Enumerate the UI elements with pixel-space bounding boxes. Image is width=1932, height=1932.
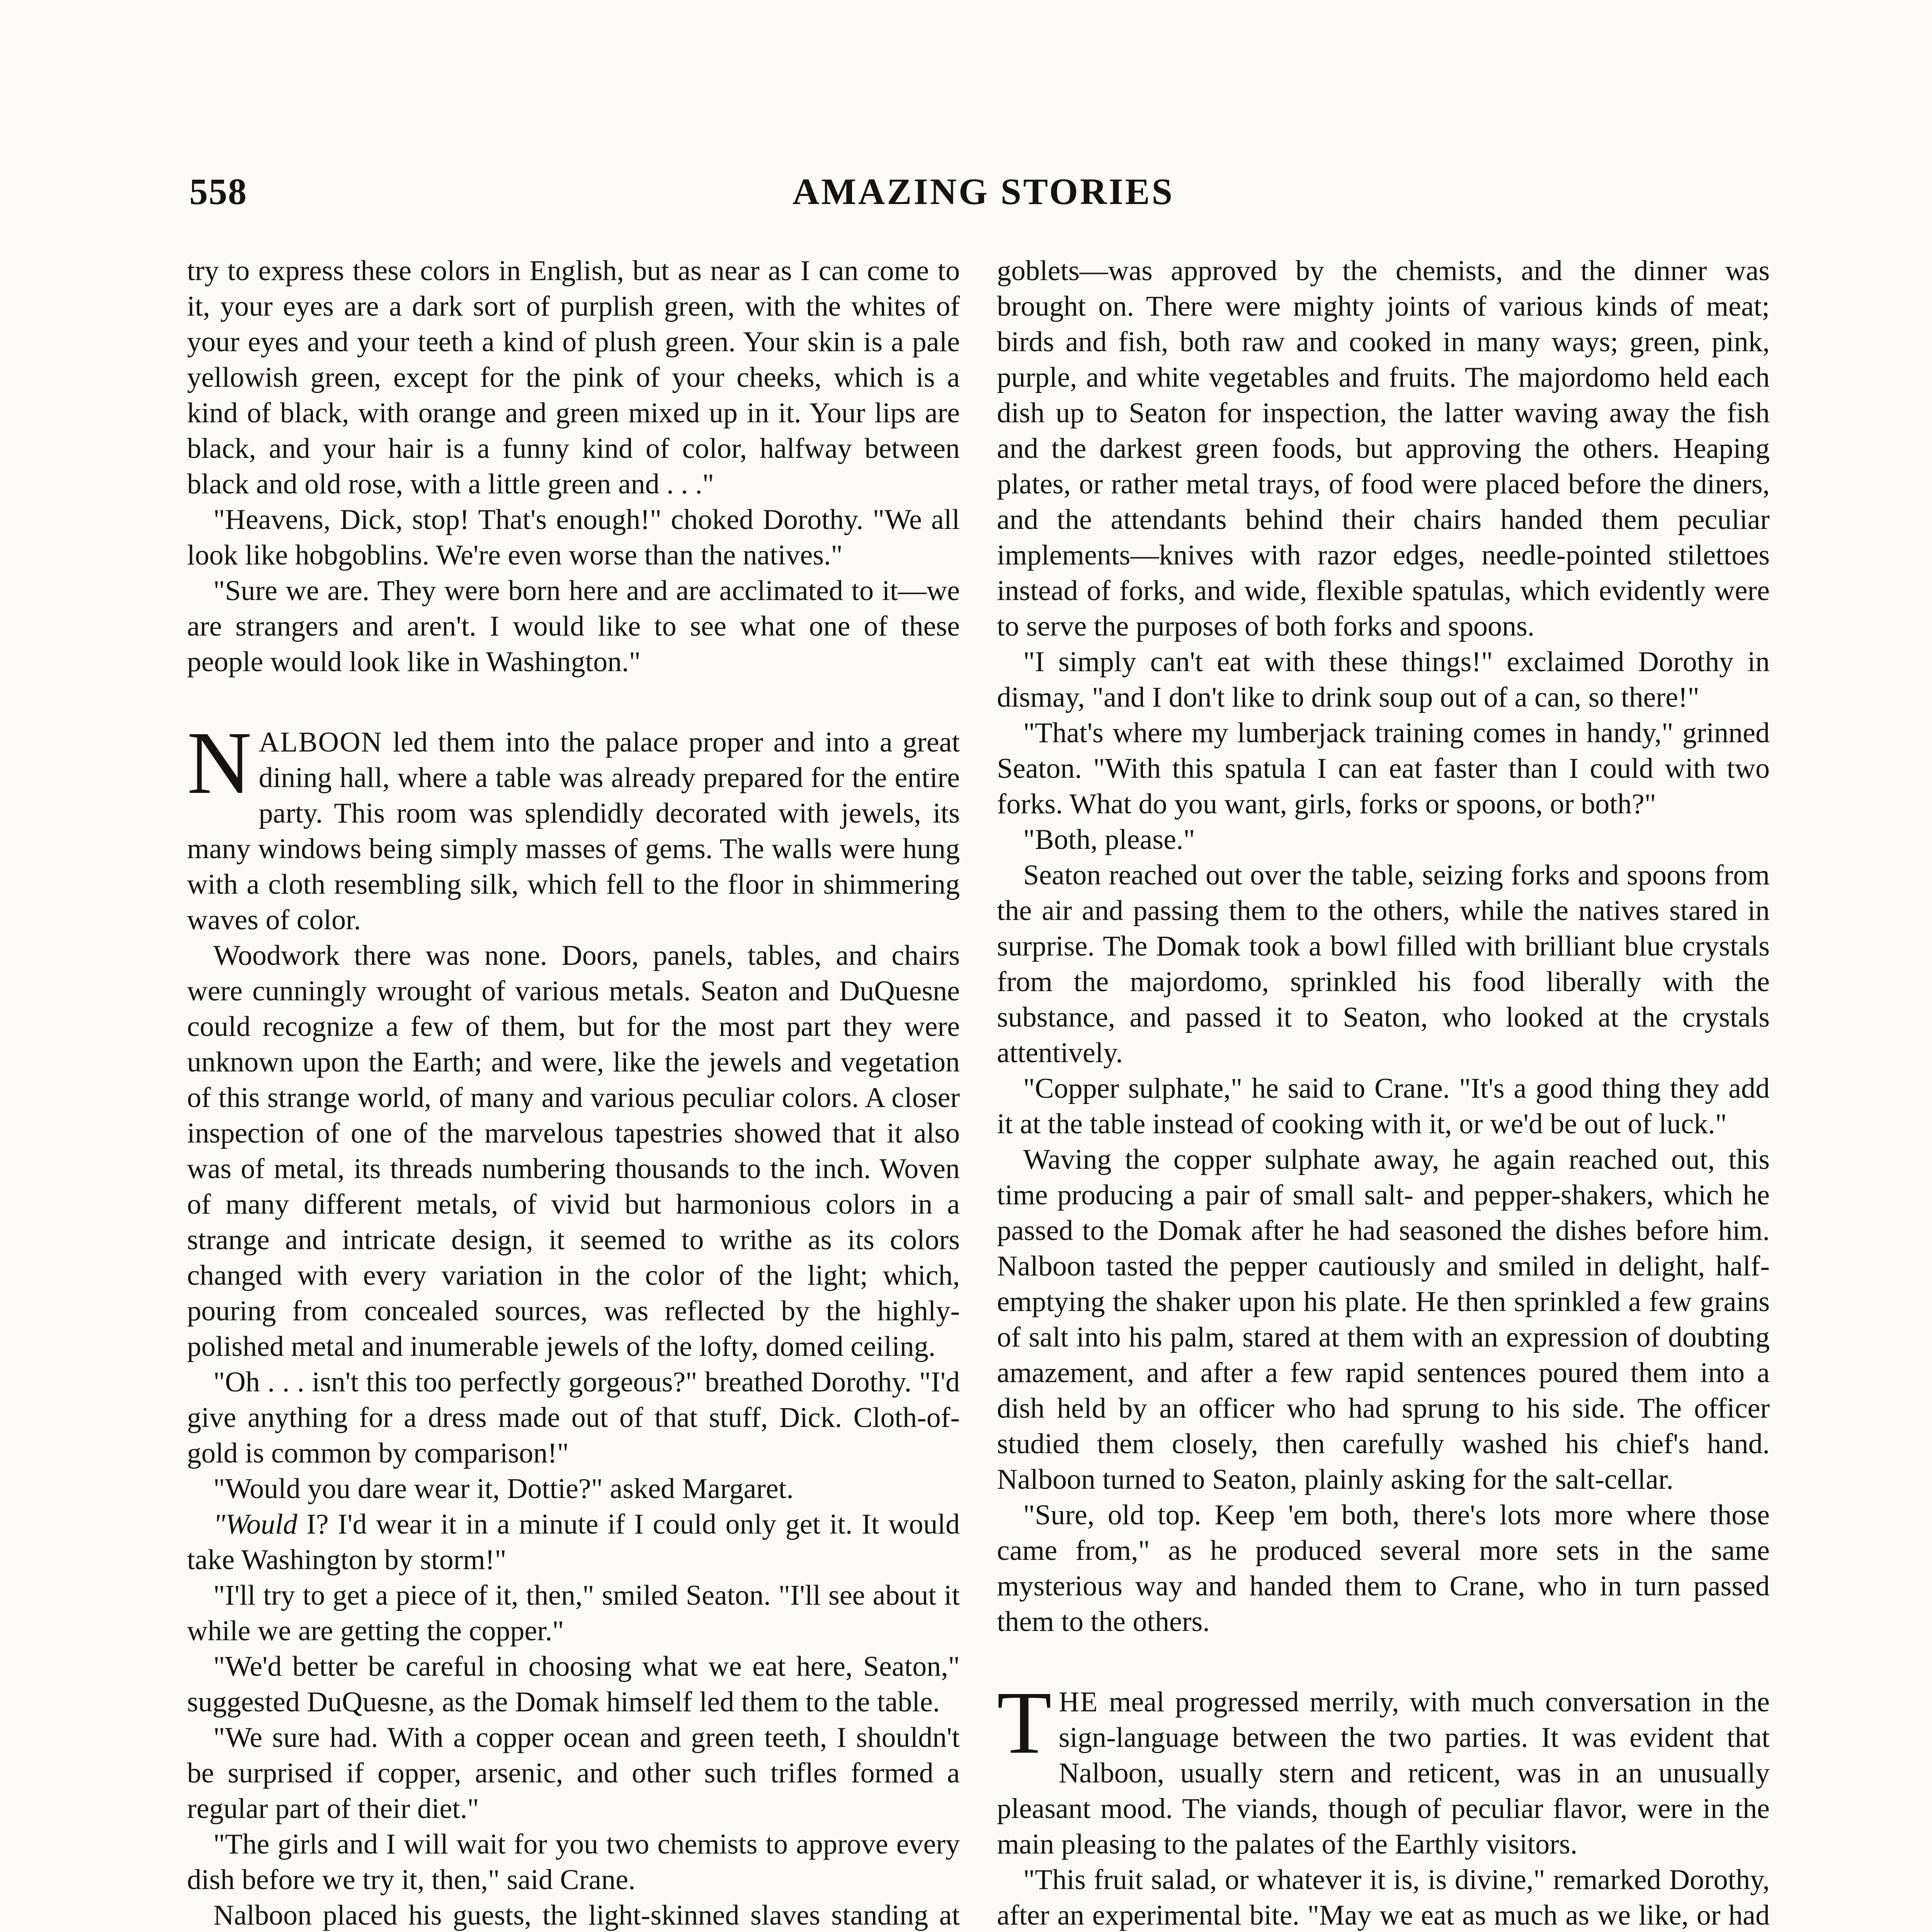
paragraph: "I simply can't eat with these things!" exclaimed Dorothy in dismay, "and I don't like to drink soup out of a can, so there!" xyxy=(997,646,1770,713)
paragraph: "Heavens, Dick, stop! That's enough!" choked Dorothy. "We all look like hobgoblins. We're even worse than the natives." xyxy=(187,504,960,571)
paragraph: "Both, please." xyxy=(1023,824,1195,855)
right-column xyxy=(997,253,1770,1932)
section-start-paragraph: NALBOON led them into the palace proper and into a great dining hall, where a table was already prepared for the entire party. This room was splendidly decorated with jewels, its many windows being simply masses of gems. The walls were hung with a cloth resembling silk, which fell to the floor in shimmering waves of color. xyxy=(187,713,960,936)
paragraph: Waving the copper sulphate away, he again reached out, this time producing a pair of small salt- and pepper-shakers, which he passed to the Domak after he had seasoned the dishes before him. Nalboon tasted the pepper cautiously and smiled in delight, half-emptying the shaker upon his plate. He then sprinkled a few grains of salt into his palm, stared at them with an expression of doubting amazement, and after a few rapid sentences poured them into a dish held by an officer who had sprung to his side. The officer studied them closely, then carefully washed his chief's hand. Nalboon turned to Seaton, plainly asking for the salt-cellar. xyxy=(997,1144,1770,1495)
paragraph: "We'd better be careful in choosing what we eat here, Seaton," suggested DuQuesne, as the Domak himself led them to the table. xyxy=(187,1651,960,1718)
paragraph: "Would you dare wear it, Dottie?" asked Margaret. xyxy=(213,1473,794,1505)
drop-cap: N xyxy=(187,713,252,813)
paragraph: Nalboon placed his guests, the light-skinned slaves standing at xyxy=(213,1900,960,1931)
paragraph: "We sure had. With a copper ocean and green teeth, I shouldn't be surprised if copper, arsenic, and other such trifles formed a regular part of their diet." xyxy=(187,1722,960,1825)
section-start-paragraph: THE meal progressed merrily, with much conversation in the sign-language between the two parties. It was evident that Nalboon, usually stern and reticent, was in an unusually pleasant mood. The viands, though of peculiar flavor, were in the main pleasing to the palates of the Earthly visitors. xyxy=(997,1673,1770,1860)
paragraph: "I'll try to get a piece of it, then," smiled Seaton. "I'll see about it while we are getting the copper." xyxy=(187,1580,960,1647)
paragraph: "Sure, old top. Keep 'em both, there's lots more where those came from," as he produced several more sets in the same mysterious way and handed them to Crane, who in turn passed them to the others. xyxy=(997,1499,1770,1638)
paragraph: "That's where my lumberjack training comes in handy," grinned Seaton. "With this spatula I can eat faster than I could with two forks. What do you want, girls, forks or spoons, or both?" xyxy=(997,717,1770,820)
running-head: AMAZING STORIES xyxy=(792,171,1175,212)
paragraph: "Would I? I'd wear it in a minute if I could only get it. It would take Washington by storm!" xyxy=(187,1509,960,1576)
lead-in: ALBOON xyxy=(259,726,383,758)
lead-in: HE xyxy=(1058,1686,1099,1718)
paragraph: Woodwork there was none. Doors, panels, tables, and chairs were cunningly wrought of various metals. Seaton and DuQuesne could recognize a few of them, but for the most part they were unknown upon the Earth; and were, like the jewels and vegetation of this strange world, of many and various peculiar colors. A closer inspection of one of the marvelous tapestries showed that it also was of metal, its threads numbering thousands to the inch. Woven of many different metals, of vivid but harmonious colors in a strange and intricate design, it seemed to writhe as its colors changed with every variation in the color of the light; which, pouring from concealed sources, was reflected by the highly-polished metal and inumerable jewels of the lofty, domed ceiling. xyxy=(187,940,960,1362)
left-column xyxy=(187,253,960,1932)
paragraph: "This fruit salad, or whatever it is, is divine," remarked Dorothy, after an experimental bite. "May we eat as much as we like, or had xyxy=(997,1864,1770,1931)
paragraph: Seaton reached out over the table, seizing forks and spoons from the air and passing them to the others, while the natives stared in surprise. The Domak took a bowl filled with brilliant blue crystals from the majordomo, sprinkled his food liberally with the substance, and passed it to Seaton, who looked at the crystals attentively. xyxy=(997,859,1770,1069)
paragraph: goblets—was approved by the chemists, and the dinner was brought on. There were mighty joints of various kinds of meat; birds and fish, both raw and cooked in many ways; green, pink, purple, and white vegetables and fruits. The majordomo held each dish up to Seaton for inspection, the latter waving away the fish and the darkest green foods, but approving the others. Heaping plates, or rather metal trays, of food were placed before the diners, and the attendants behind their chairs handed them peculiar implements—knives with razor edges, needle-pointed stilettoes instead of forks, and wide, flexible spatulas, which evidently were to serve the purposes of both forks and spoons. xyxy=(997,255,1770,642)
drop-cap: T xyxy=(997,1673,1052,1772)
paragraph: "Sure we are. They were born here and are acclimated to it—we are strangers and aren't. I would like to see what one of these people would look like in Washington." xyxy=(187,575,960,678)
emphasis: "Would xyxy=(213,1509,298,1540)
paragraph: "Oh . . . isn't this too perfectly gorgeous?" breathed Dorothy. "I'd give anything for a dress made out of that stuff, Dick. Cloth-of-gold is common by comparison!" xyxy=(187,1366,960,1469)
page-number: 558 xyxy=(189,171,247,212)
paragraph: try to express these colors in English, but as near as I can come to it, your eyes are a dark sort of purplish green, with the whites of your eyes and your teeth a kind of plush green. Your skin is a pale yellowish green, except for the pink of your cheeks, which is a kind of black, with orange and green mixed up in it. Your lips are black, and your hair is a funny kind of color, halfway between black and old rose, with a little green and . . ." xyxy=(187,255,960,500)
paragraph: "Copper sulphate," he said to Crane. "It's a good thing they add it at the table instead of cooking with it, or we'd be out of luck." xyxy=(997,1073,1770,1140)
page-header xyxy=(189,170,1777,220)
paragraph: "The girls and I will wait for you two chemists to approve every dish before we try it, then," said Crane. xyxy=(187,1828,960,1896)
